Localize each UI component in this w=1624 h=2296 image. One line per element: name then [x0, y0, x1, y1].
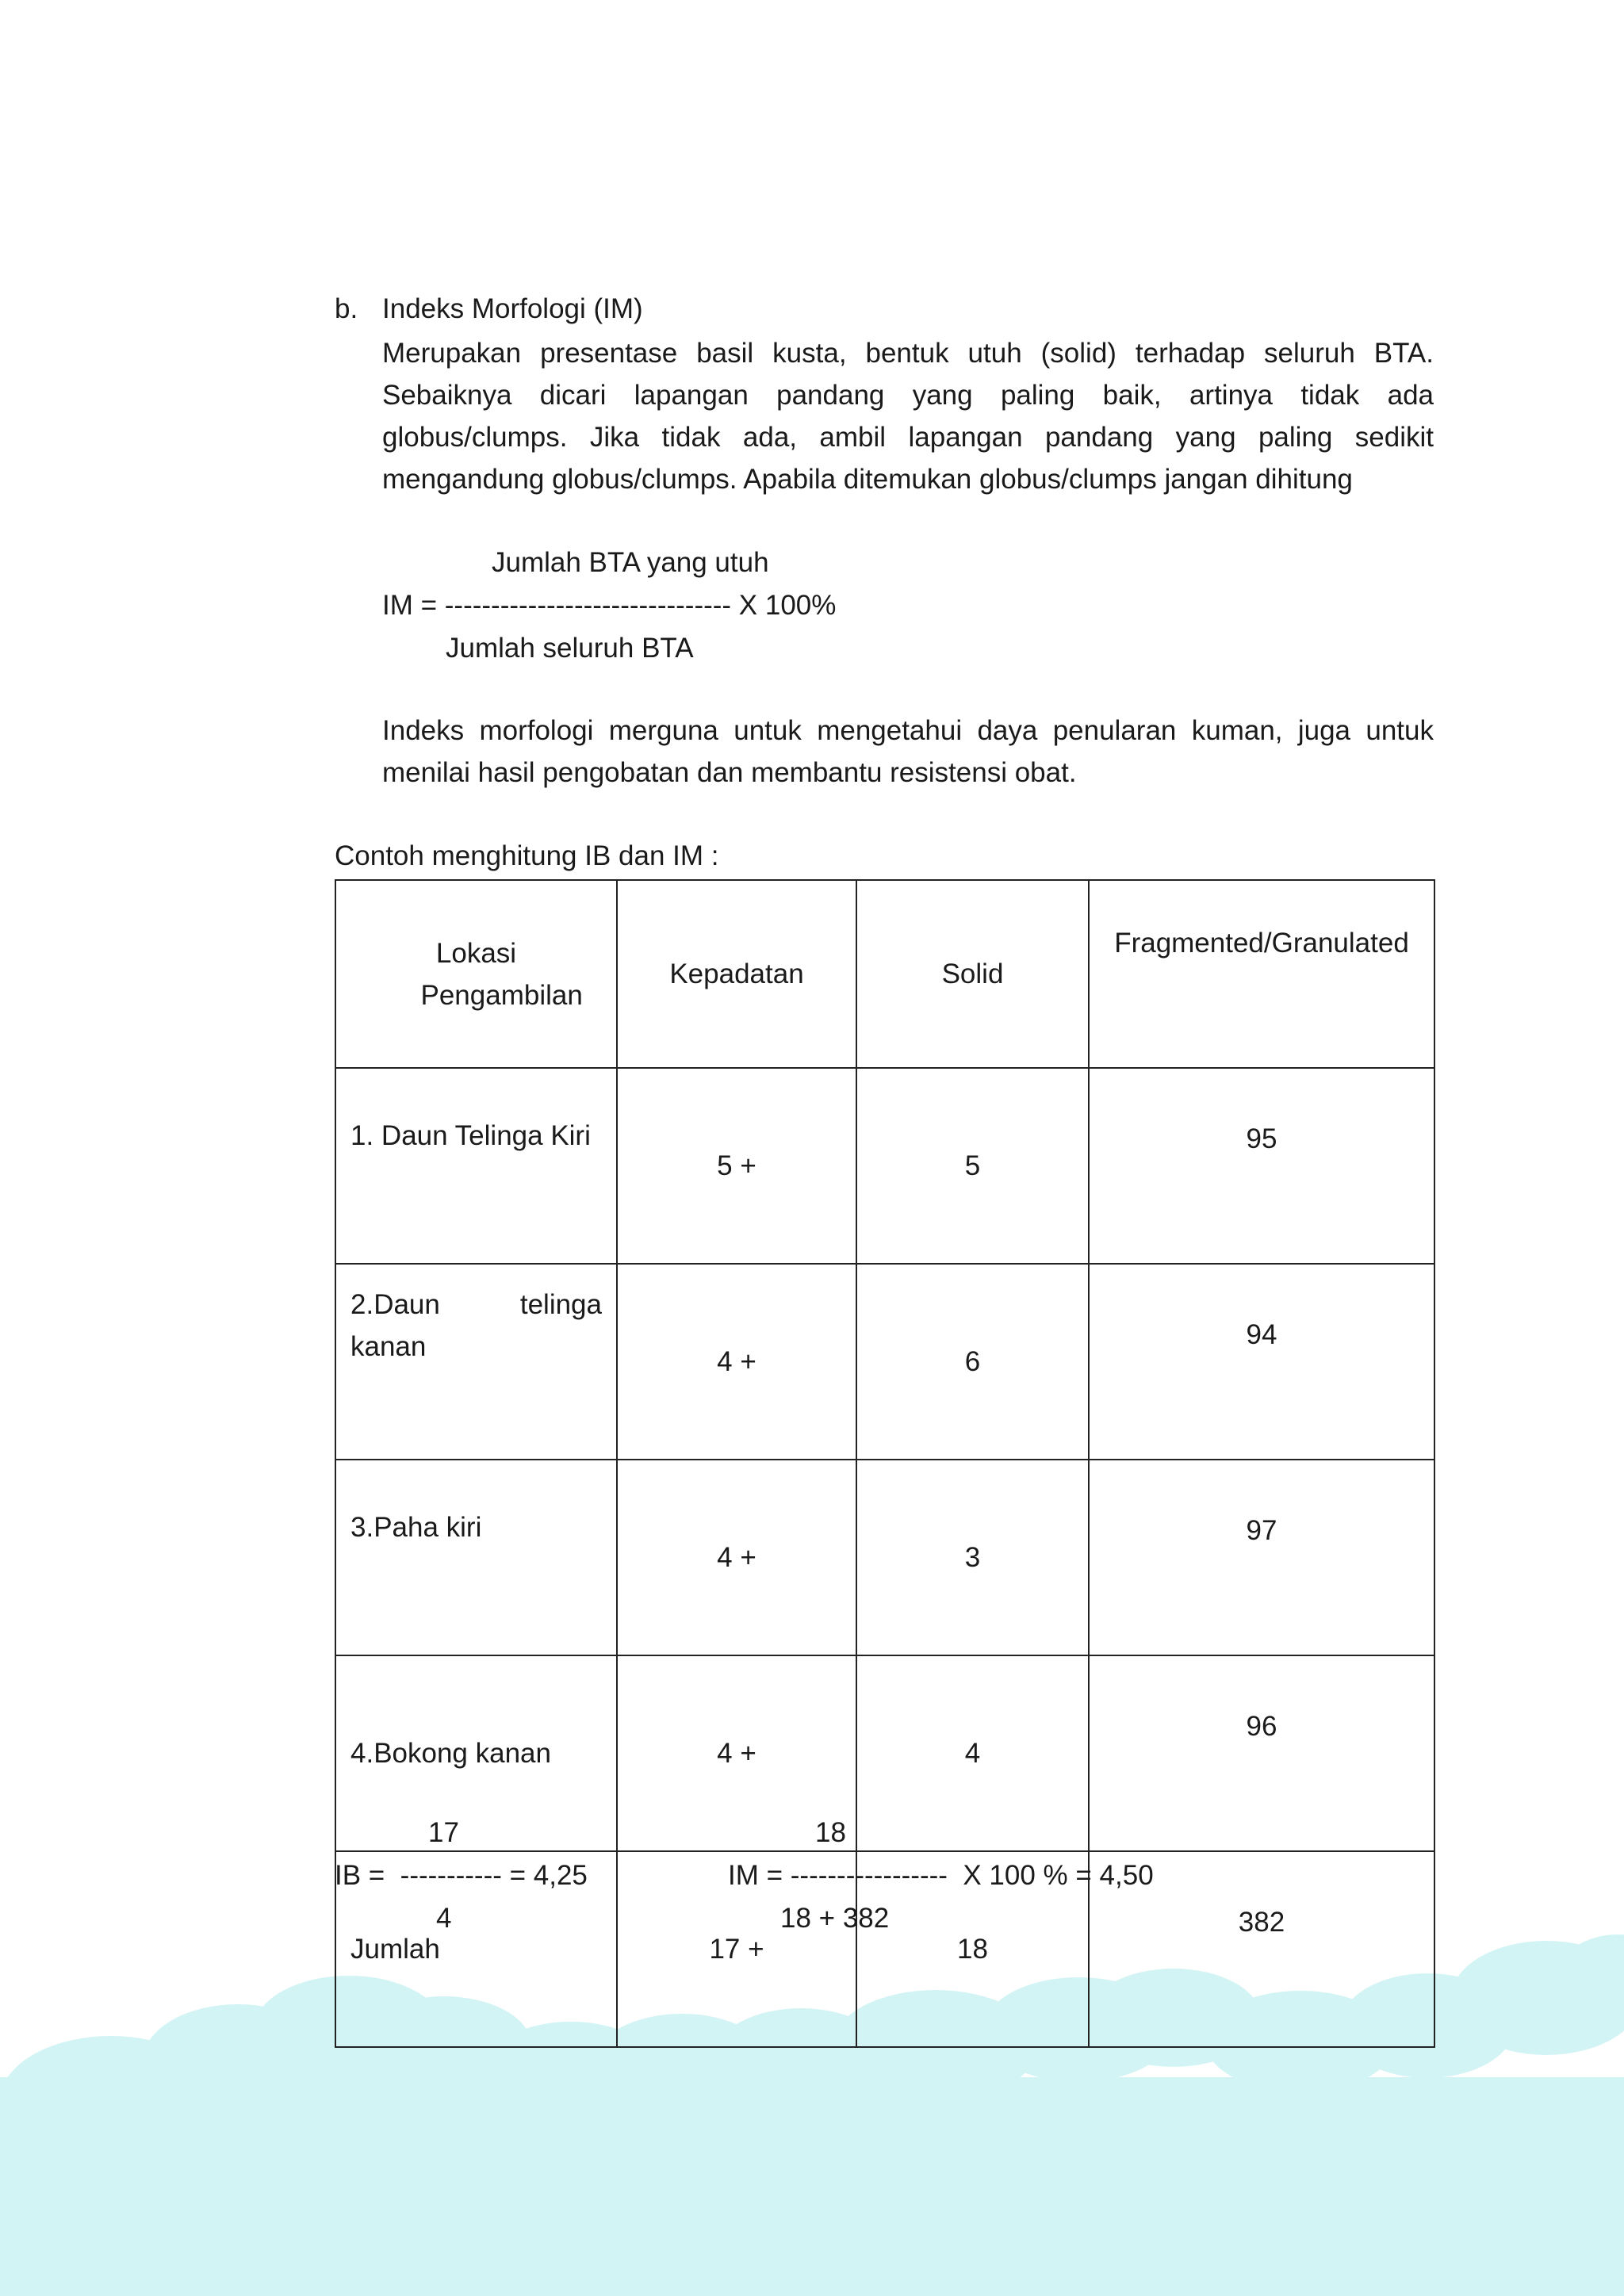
formula-numerator: Jumlah BTA yang utuh	[492, 547, 769, 578]
header-location-label: Lokasi Pengambilan	[420, 937, 583, 1011]
table-row	[335, 1068, 1434, 1264]
formula-line: IM = ------------------------------- X 100%	[382, 590, 837, 621]
table-header-row	[335, 880, 1434, 1068]
header-fragmented: Fragmented/Granulated	[1089, 880, 1434, 1068]
ib-numerator: 17	[428, 1817, 459, 1848]
section-marker: b.	[335, 293, 358, 324]
cell-location: 3.Paha kiri	[335, 1460, 617, 1655]
cell-location: Jumlah	[335, 1851, 617, 2047]
table-row	[335, 1264, 1434, 1460]
cell-density: 4 +	[617, 1264, 856, 1460]
cell-fragmented: 382	[1089, 1851, 1434, 2047]
table-row	[335, 1655, 1434, 1851]
section-title: Indeks Morfologi (IM)	[382, 293, 643, 324]
header-density: Kepadatan	[617, 880, 856, 1068]
cell-fragmented: 94	[1089, 1264, 1434, 1460]
im-numerator: 18	[815, 1817, 846, 1848]
cell-density: 5 +	[617, 1068, 856, 1264]
cell-solid: 6	[856, 1264, 1089, 1460]
header-location	[335, 880, 617, 1068]
ib-denominator: 4	[436, 1903, 452, 1934]
cell-fragmented: 95	[1089, 1068, 1434, 1264]
section-paragraph: Merupakan presentase basil kusta, bentuk utuh (solid) terhadap seluruh BTA. Sebaiknya dicari lapangan pandang yang paling baik, artinya tidak ada globus/clumps. Jika tidak ada, ambil lapangan pandang yang paling sedikit mengandung globus/clumps. Apabila ditemukan globus/clumps jangan dihitung	[382, 338, 1434, 495]
ib-line: IB = ----------- = 4,25	[335, 1860, 588, 1891]
cell-location: 2.Daun telinga kanan	[335, 1264, 617, 1460]
cell-fragmented: 96	[1089, 1655, 1434, 1851]
im-line: IM = ----------------- X 100 % = 4,50	[728, 1860, 1154, 1891]
cell-density: 4 +	[617, 1655, 856, 1851]
im-denominator: 18 + 382	[780, 1903, 890, 1934]
cell-location: 1. Daun Telinga Kiri	[335, 1068, 617, 1264]
cell-density: 17 +	[617, 1851, 856, 2047]
header-solid: Solid	[856, 880, 1089, 1068]
table-row	[335, 1460, 1434, 1655]
cell-density: 4 +	[617, 1460, 856, 1655]
cell-solid: 5	[856, 1068, 1089, 1264]
cell-solid: 3	[856, 1460, 1089, 1655]
usage-paragraph: Indeks morfologi merguna untuk mengetahui daya penularan kuman, juga untuk menilai hasil pengobatan dan membantu resistensi obat.	[382, 715, 1434, 788]
cell-location: 4.Bokong kanan	[335, 1655, 617, 1851]
cell-solid: 4	[856, 1655, 1089, 1851]
example-caption: Contoh menghitung IB dan IM :	[335, 840, 719, 871]
cell-solid: 18	[856, 1851, 1089, 2047]
formula-denominator: Jumlah seluruh BTA	[446, 633, 694, 664]
cell-fragmented: 97	[1089, 1460, 1434, 1655]
